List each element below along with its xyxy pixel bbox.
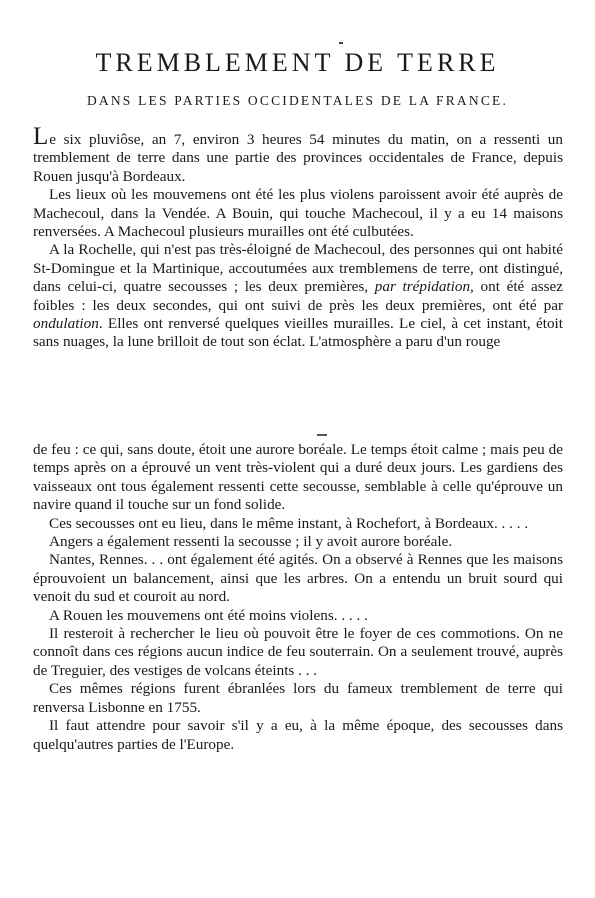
paragraph-5: Angers a également ressenti la secousse ; il y avoit aurore boréale. [49,533,453,551]
article-body-top [33,123,563,352]
paragraph-4: Ces secousses ont eu lieu, dans le même instant, à Rochefort, à Bordeaux. . . . . [49,514,529,532]
page-subtitle: DANS LES PARTIES OCCIDENTALES DE LA FRANCE. [86,93,509,108]
paragraph-3 [33,241,563,351]
print-mark [339,42,343,44]
page-title: TREMBLEMENT DE TERRE [95,48,500,77]
paragraph-3-part: , ont été assez foibles : les deux secondes, qui ont suivi de près les deux premières, ont été par [33,278,563,314]
paragraph-3-part: A la Rochelle, qui n'est pas très-éloigné de Machecoul, des personnes qui ont habité St-Domingue et la Martinique, accoutumées aux tremblemens de terre, ont distingué, dans celui-ci, quatre secousses ; les deux premières, [33,241,563,296]
paragraph-3-part: . Elles ont renversé quelques vieilles murailles. Le ciel, à cet instant, étoit sans nuages, la lune brilloit de tout son éclat. L'atmosphère a paru d'un rouge [33,315,563,351]
paragraph-9: Ces mêmes régions furent ébranlées lors du fameux tremblement de terre qui renversa Lisbonne en 1755. [33,680,563,716]
paragraph-6: Nantes, Rennes. . . ont également été agités. On a observé à Rennes que les maisons éprouvoient un balancement, ainsi que les arbres. On a entendu un bruit sourd qui venoit du sud et couroit au nord. [33,551,563,606]
paragraph-8: Il resteroit à rechercher le lieu où pouvoit être le foyer de ces commotions. On ne connoît dans ces régions aucun indice de feu souterrain. On a seulement trouvé, auprès de Treguier, des vestiges de volcans éteints . . . [33,625,563,679]
italic-term: par trépidation [374,278,471,296]
article-body-bottom [33,441,563,754]
paragraph-10: Il faut attendre pour savoir s'il y a eu, à la même époque, des secousses dans quelqu'autres parties de l'Europe. [33,717,563,753]
print-mark [317,434,327,436]
paragraph-1 [33,123,563,186]
paragraph-2: Les lieux où les mouvemens ont été les plus violens paroissent avoir été auprès de Machecoul, dans la Vendée. A Bouin, qui touche Machecoul, il y a eu 14 maisons renversées. A Machecoul plusieurs murailles ont été culbutées. [33,186,563,241]
paragraph-7: A Rouen les mouvemens ont été moins violens. . . . . [49,606,368,624]
italic-term: ondulation [33,315,99,333]
paragraph-3-continued: de feu : ce qui, sans doute, étoit une aurore boréale. Le temps étoit calme ; mais peu de temps après on a éprouvé un vent très-violent qui a duré deux jours. Les gardiens des vaisseaux ont tous également ressenti cette secousse, semblable à celle qu'éprouve un navire quand il touche sur un fond solide. [33,441,563,514]
paragraph-1-text: e six pluviôse, an 7, environ 3 heures 54 minutes du matin, on a ressenti un tremblement de terre dans une partie des provinces occidentales de France, depuis Rouen jusqu'à Bordeaux. [33,131,563,185]
drop-cap: L [33,123,50,150]
